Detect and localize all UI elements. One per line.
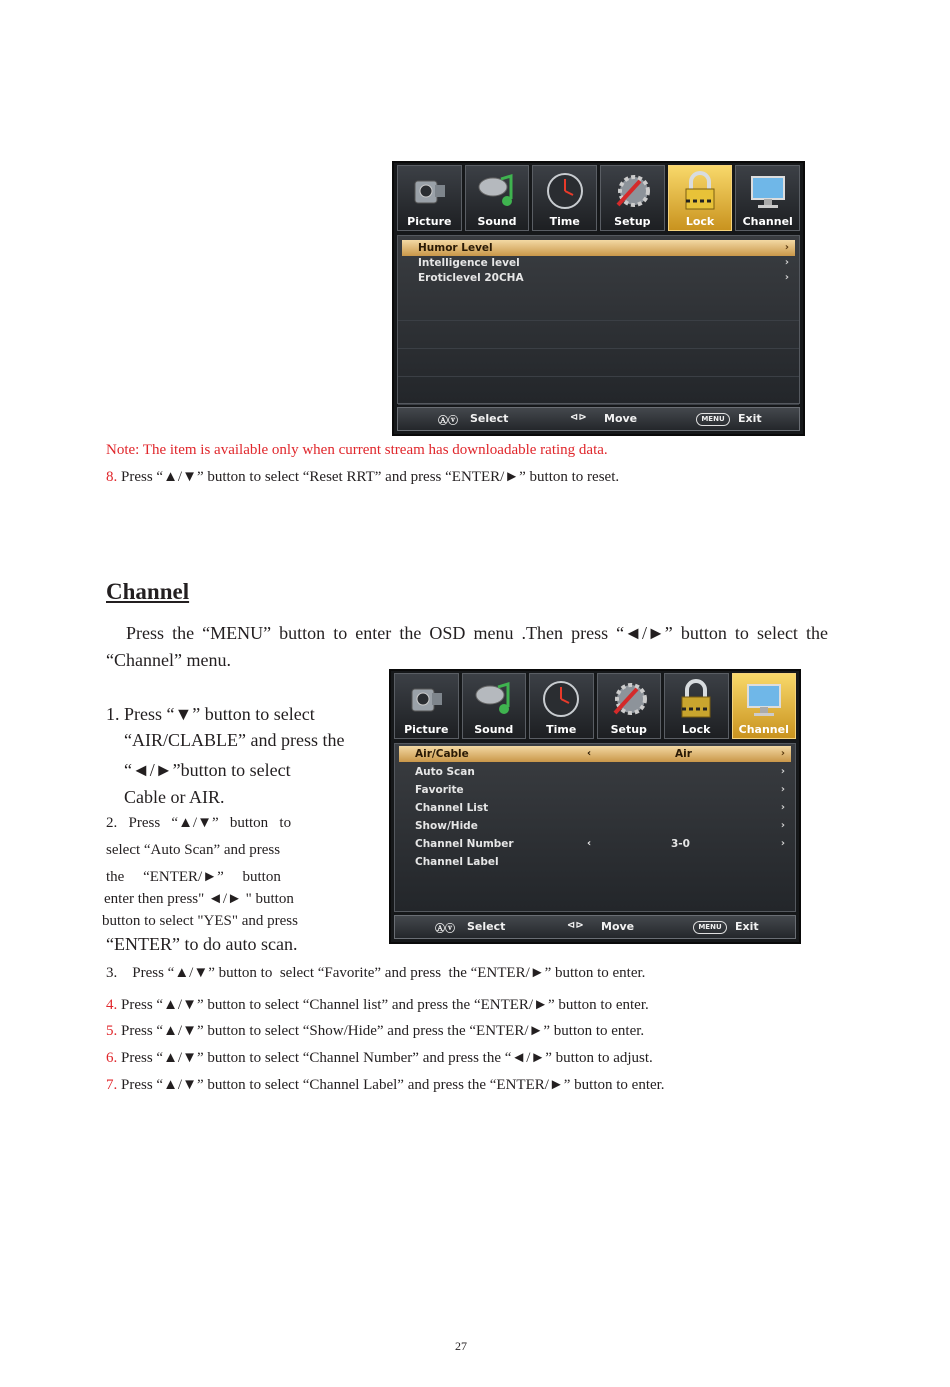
chevron-right-icon: › (780, 748, 785, 759)
step-7: 7. Press “▲/▼” button to select “Channel Label” and press the “ENTER/►” button to enter. (106, 1077, 665, 1093)
chevron-right-icon: › (780, 838, 785, 849)
osd-menu-item: Intelligence level › (418, 257, 789, 269)
tools-gear-icon (607, 679, 651, 719)
tools-gear-icon (610, 171, 654, 211)
step-2-line-5: button to select "YES" and press (102, 913, 298, 929)
chevron-right-icon: › (780, 820, 785, 831)
step-2-line-2: select “Auto Scan” and press (106, 842, 281, 858)
satellite-dish-icon (746, 171, 790, 211)
channel-intro-paragraph: Press the “MENU” button to enter the OSD menu .Then press “◄/►” button to select the “Channel” menu. (106, 623, 828, 670)
osd-menu-item-channel-label: Channel Label (415, 856, 499, 868)
osd-tab-bar (394, 673, 796, 739)
chevron-right-icon: › (784, 257, 789, 268)
osd-tab-sound: Sound (465, 165, 530, 231)
osd-menu-item: Humor Level › (402, 240, 795, 256)
clock-icon (543, 171, 587, 211)
osd-menu-item: Eroticlevel 20CHA › (418, 272, 789, 284)
up-down-keys-icon: Ⓐⓥ (438, 416, 458, 427)
osd-footer-bar: Ⓐⓥ Select ⊲⊳ Move MENU Exit (394, 915, 796, 939)
divider (398, 376, 799, 377)
osd-tab-setup: Setup (597, 673, 662, 739)
step-4: 4. Press “▲/▼” button to select “Channel list” and press the “ENTER/►” button to enter. (106, 997, 649, 1013)
osd-lock-menu-screenshot (392, 161, 805, 436)
osd-tab-lock: Lock (664, 673, 729, 739)
step-5: 5. Press “▲/▼” button to select “Show/Hide” and press the “ENTER/►” button to enter. (106, 1023, 645, 1039)
step-6: 6. Press “▲/▼” button to select “Channel Number” and press the “◄/►” button to adjust. (106, 1050, 653, 1066)
step-2-line-6: “ENTER” to do auto scan. (106, 934, 298, 954)
chevron-left-icon: ‹ (587, 748, 592, 759)
satellite-dish-icon (742, 679, 786, 719)
osd-menu-item-show-hide: Show/Hide › (415, 820, 785, 832)
osd-tab-picture: Picture (394, 673, 459, 739)
camcorder-icon (404, 679, 448, 719)
divider (398, 348, 799, 349)
page-number: 27 (455, 1339, 467, 1353)
osd-tab-channel: Channel (732, 673, 797, 739)
step-2-line-4: enter then press" ◄/► " button (104, 891, 294, 907)
music-note-icon (475, 171, 519, 211)
osd-tab-picture: Picture (397, 165, 462, 231)
rating-data-note: Note: The item is available only when current stream has downloadable rating data. (106, 442, 608, 458)
osd-tab-channel: Channel (735, 165, 800, 231)
osd-menu-item-auto-scan: Auto Scan › (415, 766, 785, 778)
chevron-right-icon: › (780, 766, 785, 777)
osd-tab-setup: Setup (600, 165, 665, 231)
osd-menu-item-channel-list: Channel List › (415, 802, 785, 814)
osd-tab-time: Time (532, 165, 597, 231)
osd-tab-lock: Lock (668, 165, 733, 231)
up-down-keys-icon: Ⓐⓥ (435, 924, 455, 935)
osd-channel-menu-screenshot (389, 669, 801, 944)
osd-menu-panel (394, 743, 796, 912)
step-1-line-2: “AIR/CLABLE” and press the (124, 730, 345, 750)
chevron-left-icon: ‹ (587, 838, 592, 849)
chevron-right-icon: › (780, 802, 785, 813)
divider (398, 404, 799, 405)
menu-key-icon: MENU (696, 413, 730, 426)
chevron-right-icon: › (784, 272, 789, 283)
step-1-line-3: “◄/►”button to select (124, 760, 291, 780)
step-3: 3. Press “▲/▼” button to select “Favorite” and press the “ENTER/►” button to enter. (106, 965, 646, 981)
osd-menu-panel (397, 235, 800, 404)
osd-tab-bar (397, 165, 800, 231)
osd-tab-sound: Sound (462, 673, 527, 739)
osd-footer-bar: Ⓐⓥ Select ⊲⊳ Move MENU Exit (397, 407, 800, 431)
section-heading-channel: Channel (106, 579, 190, 604)
osd-menu-item-favorite: Favorite › (415, 784, 785, 796)
left-right-keys-icon: ⊲⊳ (570, 412, 587, 423)
step-2-line-3: the “ENTER/►” button (106, 869, 281, 885)
clock-icon (539, 679, 583, 719)
divider (398, 320, 799, 321)
menu-key-icon: MENU (693, 921, 727, 934)
chevron-right-icon: › (780, 784, 785, 795)
left-right-keys-icon: ⊲⊳ (567, 920, 584, 931)
step-2-line-1: 2. Press “▲/▼” button to (106, 815, 292, 831)
padlock-icon (678, 171, 722, 211)
camcorder-icon (407, 171, 451, 211)
music-note-icon (472, 679, 516, 719)
padlock-icon (674, 679, 718, 719)
osd-tab-time: Time (529, 673, 594, 739)
step-8: 8. Press “▲/▼” button to select “Reset RRT” and press “ENTER/►” button to reset. (106, 469, 620, 485)
osd-menu-item-air-cable: Air/Cable ‹ Air › (399, 746, 791, 762)
step-1-line-1: 1. Press “▼” button to select (106, 704, 315, 724)
chevron-right-icon: › (784, 242, 789, 253)
step-1-line-4: Cable or AIR. (124, 787, 225, 807)
osd-menu-item-channel-number: Channel Number ‹ 3-0 › (415, 838, 785, 850)
